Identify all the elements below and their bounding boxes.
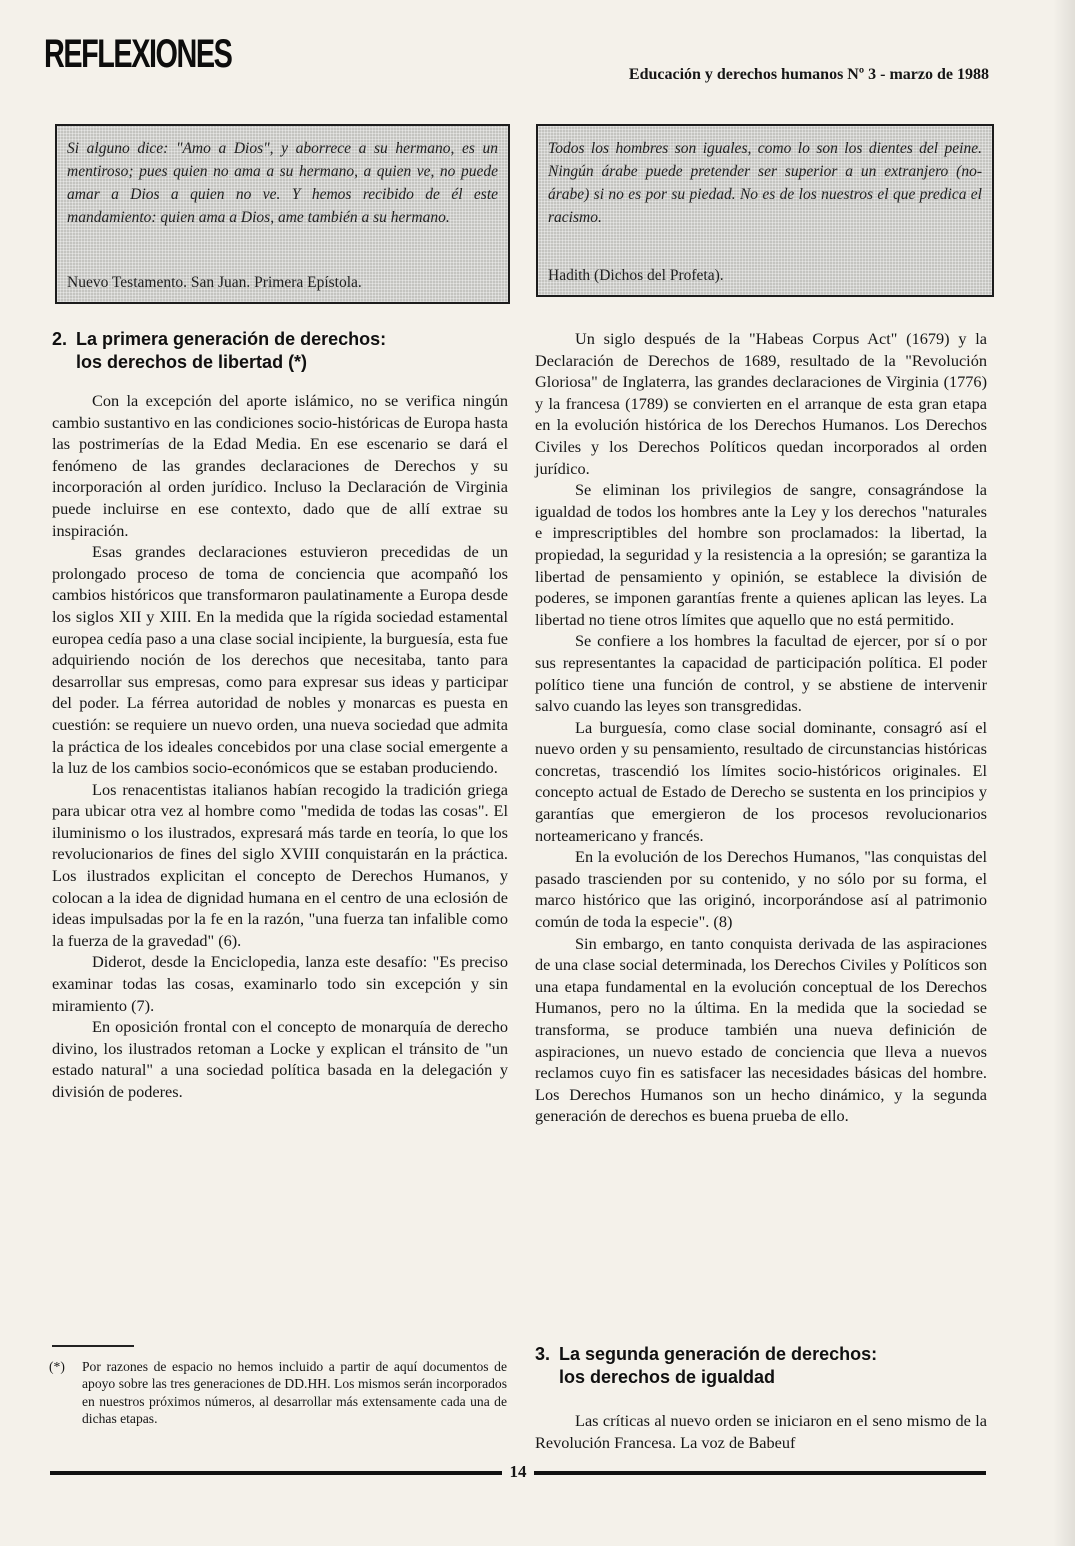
paragraph: Se eliminan los privilegios de sangre, consagrándose la igualdad de todos los hombres ante la Ley y los derechos "naturales e imprescriptibles del hombre son proclamados: la libertad, la propiedad, la seguridad y la resistencia a la opresión; se garantiza la libertad de pensamiento y opinión, se establece la división de poderes, se imponen garantías frente a quienes aplican las leyes. La libertad no tiene otros límites que aquello que no está permitido. bbox=[535, 480, 987, 629]
footnote bbox=[49, 1358, 507, 1428]
section-3-text bbox=[535, 1410, 987, 1453]
section-title-line1: La segunda generación de derechos: bbox=[559, 1344, 878, 1364]
paragraph: Se confiere a los hombres la facultad de ejercer, por sí o por sus representantes la capacidad de participación política. El poder político tiene una función de control, y se abstiene de intervenir salvo cuando las leyes son transgredidas. bbox=[535, 631, 987, 716]
quote-box-right bbox=[536, 124, 994, 297]
section-3-heading bbox=[535, 1343, 987, 1389]
page-number: 14 bbox=[509, 1462, 527, 1481]
footer-rule-left bbox=[50, 1471, 502, 1475]
footnote-divider bbox=[52, 1345, 134, 1347]
paragraph: En la evolución de los Derechos Humanos, "las conquistas del pasado trascienden por su contenido, y no sólo por su forma, el marco histórico que las originó, incorporándose así al patrimonio común de toda la especie". (8) bbox=[535, 847, 987, 932]
paragraph: En oposición frontal con el concepto de monarquía de derecho divino, los ilustrados retoman a Locke y explican el tránsito de "un estado natural" a una sociedad política basada en la delegación y división de poderes. bbox=[52, 1017, 508, 1101]
quote-source: Nuevo Testamento. San Juan. Primera Epístola. bbox=[67, 274, 362, 291]
masthead-logo: REFLEXIONES bbox=[44, 32, 232, 76]
right-column-text bbox=[535, 328, 987, 1127]
paragraph: Con la excepción del aporte islámico, no se verifica ningún cambio sustantivo en las condiciones socio-históricas de Europa hasta las postrimerías de la Edad Media. En ese escenario se dará el fenómeno de las grandes declaraciones de Derechos y su incorporación al orden jurídico. Incluso la Declaración de Virginia puede incluirse en ese contexto, dado que de allí extrae su inspiración. bbox=[52, 391, 508, 540]
issue-line: Educación y derechos humanos Nº 3 - marzo de 1988 bbox=[628, 66, 989, 83]
paragraph: Esas grandes declaraciones estuvieron precedidas de un prolongado proceso de toma de conciencia que acompañó los cambios históricos que transformaron paulatinamente a Europa desde los siglos XII y XIII. En la medida que la rígida sociedad estamental europea cedía paso a una clase social incipiente, la burguesía, esta fue adquiriendo noción de los derechos que necesitaba, tanto para desarrollar sus empresas, como para expresar sus ideas y participar del poder. La férrea autoridad de nobles y monarcas es puesta en cuestión: se requiere un nuevo orden, una nueva sociedad que admita la práctica de los ideales concebidos por una clase social emergente a la luz de los cambios socio-económicos que se estaban produciendo. bbox=[52, 542, 508, 778]
section-title-line1: La primera generación de derechos: bbox=[76, 329, 387, 349]
paragraph: Un siglo después de la "Habeas Corpus Act" (1679) y la Declaración de Derechos de 1689, resultado de la "Revolución Gloriosa" de Inglaterra, las grandes declaraciones de Virginia (1776) y la francesa (1789) se convierten en el arranque de esta gran etapa en la evolución histórica de los Derechos Humanos. Los Derechos Civiles y los Derechos Políticos quedan incorporados al orden jurídico. bbox=[535, 329, 987, 478]
footnote-text: Por razones de espacio no hemos incluido a partir de aquí documentos de apoyo sobre las tres generaciones de DD.HH. Los mismos serán incorporados en nuestros próximos números, al desarrollar más extensamente cada una de dichas etapas. bbox=[82, 1359, 507, 1427]
paragraph: Las críticas al nuevo orden se iniciaron en el seno mismo de la Revolución Francesa. La voz de Babeuf bbox=[535, 1411, 987, 1452]
paragraph: Sin embargo, en tanto conquista derivada de las aspiraciones de una clase social determinada, los Derechos Civiles y Políticos son una etapa fundamental en la evolución conceptual de los Derechos Humanos, pero no la última. En la medida que la sociedad se transforma, se produce también una nueva definición de aspiraciones, un nuevo estado de conciencia que lleva a nuevos reclamos cuyo fin es satisfacer las necesidades básicas del hombre. Los Derechos Humanos son un hecho dinámico, y la segunda generación de derechos es buena prueba de ello. bbox=[535, 933, 987, 1126]
quote-text: Todos los hombres son iguales, como lo son los dientes del peine. Ningún árabe puede pretender ser superior a un extranjero (no-árabe) si no es por su piedad. No es de los nuestros el que predica el racismo. bbox=[548, 140, 982, 226]
quote-text: Si alguno dice: "Amo a Dios", y aborrece a su hermano, es un mentiroso; pues quien no ama a su hermano, a quien ve, no puede amar a Dios a quien no ve. Y hemos recibido de él este mandamiento: quien ama a Dios, ame también a su hermano. bbox=[67, 140, 498, 226]
section-2-heading bbox=[52, 328, 512, 374]
footnote-mark: (*) bbox=[49, 1359, 65, 1374]
quote-box-left bbox=[55, 124, 510, 304]
left-column-text bbox=[52, 390, 508, 1103]
quote-source: Hadith (Dichos del Profeta). bbox=[548, 267, 724, 284]
paragraph: La burguesía, como clase social dominante, consagró así el nuevo orden y su pensamiento, resultado de circunstancias históricas concretas, trascendió los límites socio-históricos originales. El concepto actual de Estado de Derecho se sustenta en los principios y garantías que emergieron de los procesos revolucionarios norteamericano y francés. bbox=[535, 717, 987, 845]
page-edge-shadow bbox=[1053, 0, 1075, 1546]
paragraph: Los renacentistas italianos habían recogido la tradición griega para ubicar otra vez al hombre como "medida de todas las cosas". El iluminismo o los ilustrados, expresará más tarde en teoría, lo que los revolucionarios de fines del siglo XVIII conquistarán en la práctica. Los ilustrados explicitan el concepto de Derechos Humanos, y colocan a la idea de dignidad humana en el centro de una eclosión de ideas impulsadas por la fe en la razón, "una fuerza tan infalible como la fuerza de la gravedad" (6). bbox=[52, 779, 508, 950]
footer-rule-right bbox=[534, 1471, 986, 1475]
section-number: 3. bbox=[535, 1344, 551, 1364]
section-title-line2: los derechos de igualdad bbox=[559, 1367, 776, 1387]
paragraph: Diderot, desde la Enciclopedia, lanza este desafío: "Es preciso examinar todas las cosas, examinarlo todo sin excepción y sin miramiento (7). bbox=[52, 952, 508, 1015]
section-title-line2: los derechos de libertad (*) bbox=[76, 352, 308, 372]
section-number: 2. bbox=[52, 329, 68, 349]
